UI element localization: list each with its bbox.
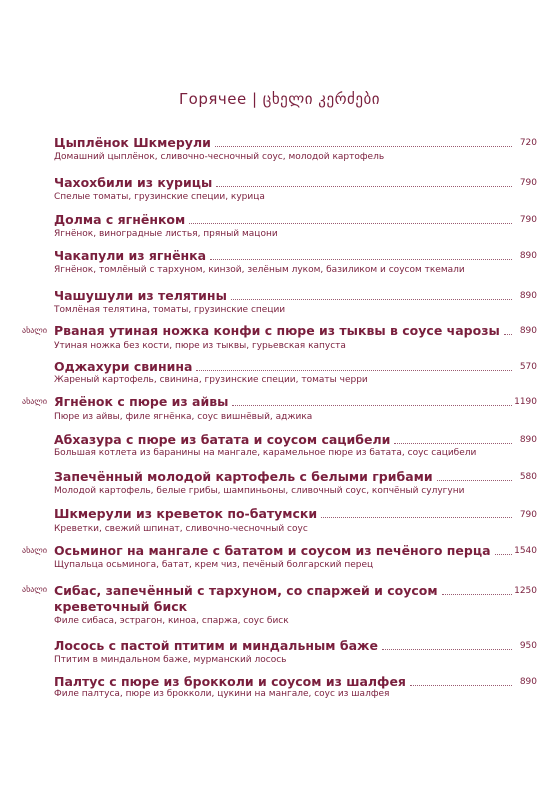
- leader-dots: [210, 259, 512, 260]
- dish-description: Спелые томаты, грузинские специи, курица: [54, 192, 265, 202]
- dish-description: Щупальца осьминога, батат, крем чиз, печёный болгарский перец: [54, 560, 374, 570]
- menu-item-title-row: [54, 359, 516, 374]
- dish-price: 790: [519, 178, 537, 188]
- menu-item-title-row: [54, 248, 516, 263]
- dish-price: 890: [519, 251, 537, 261]
- new-badge: ახალი: [22, 326, 47, 335]
- dish-description: Филе палтуса, пюре из брокколи, цукини на мангале, соус из шалфея: [54, 689, 390, 699]
- dish-price: 890: [519, 291, 537, 301]
- menu-item-title-row: [54, 288, 516, 303]
- menu-item-title-row: [54, 175, 516, 190]
- menu-item-title-row: [54, 323, 516, 338]
- dish-description: Ягнёнок, томлёный с тархуном, кинзой, зелёным луком, базиликом и соусом ткемали: [54, 265, 465, 275]
- dish-title: Чакапули из ягнёнка: [54, 248, 207, 263]
- section-heading: Горячее | ცხელი კერძები: [179, 90, 380, 108]
- dish-title: Рваная утиная ножка конфи с пюре из тыквы в соусе чарозы: [54, 323, 500, 338]
- dish-price: 950: [519, 641, 537, 651]
- leader-dots: [437, 480, 512, 481]
- dish-title: Запечённый молодой картофель с белыми грибами: [54, 469, 433, 484]
- dish-description: Большая котлета из баранины на мангале, карамельное пюре из батата, соус сацибели: [54, 448, 477, 458]
- dish-title: Абхазура с пюре из батата и соусом сацибели: [54, 432, 391, 447]
- dish-title: Чахохбили из курицы: [54, 175, 213, 190]
- dish-title: Долма с ягнёнком: [54, 212, 186, 227]
- leader-dots: [442, 594, 512, 595]
- new-badge: ახალი: [22, 546, 47, 555]
- menu-item-title-row: [54, 674, 516, 689]
- dish-price: 890: [519, 435, 537, 445]
- dish-title: Ягнёнок с пюре из айвы: [54, 394, 229, 409]
- leader-dots: [495, 554, 512, 555]
- menu-item-title-row: [54, 506, 516, 521]
- dish-description: Пюре из айвы, филе ягнёнка, соус вишнёвый, аджика: [54, 412, 313, 422]
- dish-price: 790: [519, 510, 537, 520]
- dish-description: Креветки, свежий шпинат, сливочно-чесночный соус: [54, 524, 308, 534]
- dish-description: Томлёная телятина, томаты, грузинские специи: [54, 305, 286, 315]
- menu-item-title-row: [54, 543, 516, 558]
- menu-item-title-row: [54, 432, 516, 447]
- dish-description: Филе сибаса, эстрагон, киноа, спаржа, соус биск: [54, 616, 289, 626]
- dish-description: Утиная ножка без кости, пюре из тыквы, гурьевская капуста: [54, 341, 346, 351]
- dish-price: 580: [519, 472, 537, 482]
- leader-dots: [189, 223, 512, 224]
- leader-dots: [232, 405, 512, 406]
- dish-price: 570: [519, 362, 537, 372]
- leader-dots: [231, 299, 512, 300]
- leader-dots: [216, 186, 512, 187]
- dish-price: 720: [519, 138, 537, 148]
- leader-dots: [196, 370, 512, 371]
- menu-item-title-row: [54, 583, 516, 598]
- dish-price: 790: [519, 215, 537, 225]
- leader-dots: [394, 443, 512, 444]
- leader-dots: [215, 146, 512, 147]
- new-badge: ახალი: [22, 397, 47, 406]
- dish-title: Оджахури свинина: [54, 359, 193, 374]
- dish-price: 890: [519, 677, 537, 687]
- menu-item-title-row: [54, 638, 516, 653]
- dish-price: 890: [519, 326, 537, 336]
- dish-description: Ягнёнок, виноградные листья, пряный мацони: [54, 229, 278, 239]
- dish-title: Чашушули из телятины: [54, 288, 227, 303]
- dish-price: 1540: [514, 546, 537, 556]
- leader-dots: [321, 517, 512, 518]
- dish-description: Жареный картофель, свинина, грузинские специи, томаты черри: [54, 375, 368, 385]
- dish-title: Палтус с пюре из брокколи и соусом из шалфея: [54, 674, 406, 689]
- leader-dots: [382, 649, 512, 650]
- menu-item-title-row: [54, 135, 516, 150]
- dish-price: 1250: [514, 586, 537, 596]
- dish-price: 1190: [514, 397, 537, 407]
- dish-title: Сибас, запечённый с тархуном, со спаржей и соусом: [54, 583, 438, 598]
- dish-description: Домашний цыплёнок, сливочно-чесночный соус, молодой картофель: [54, 152, 385, 162]
- new-badge: ახალი: [22, 585, 47, 594]
- leader-dots: [504, 334, 512, 335]
- dish-title: Лосось с пастой птитим и миндальным баже: [54, 638, 378, 653]
- dish-title: Цыплёнок Шкмерули: [54, 135, 211, 150]
- dish-title: Осьминог на мангале с бататом и соусом из печёного перца: [54, 543, 491, 558]
- menu-item-title-row: [54, 212, 516, 227]
- menu-item-title-row: [54, 394, 516, 409]
- leader-dots: [410, 685, 512, 686]
- dish-description: Птитим в миндальном баже, мурманский лосось: [54, 655, 287, 665]
- dish-title-continued: креветочный биск: [54, 599, 188, 614]
- dish-description: Молодой картофель, белые грибы, шампиньоны, сливочный соус, копчёный сулугуни: [54, 486, 465, 496]
- dish-title: Шкмерули из креветок по-батумски: [54, 506, 318, 521]
- menu-item-title-row: [54, 469, 516, 484]
